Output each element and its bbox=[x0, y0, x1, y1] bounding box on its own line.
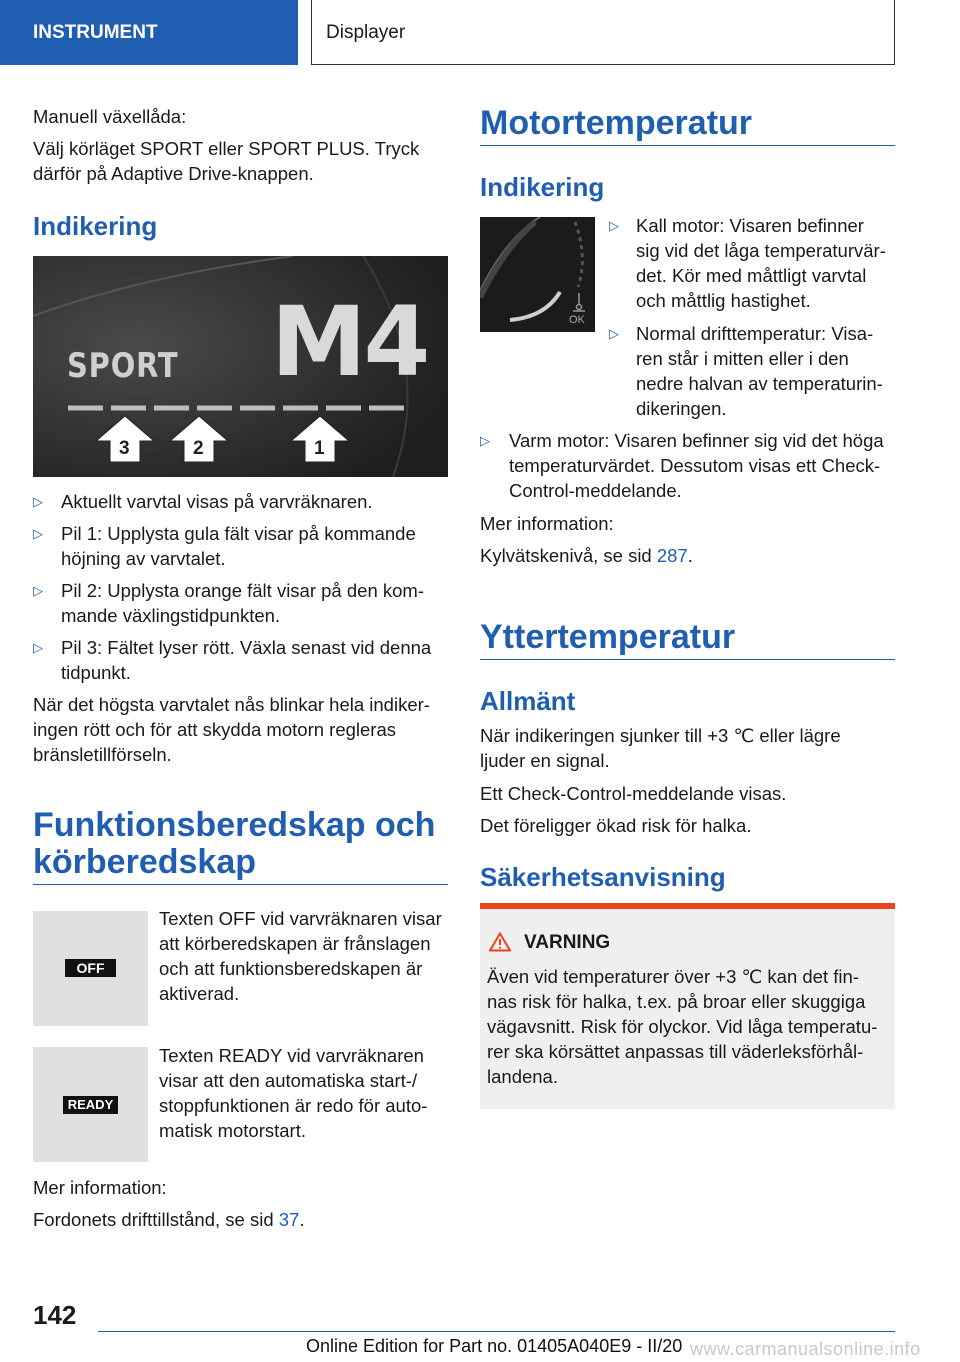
ready-line-3: stoppfunktionen är redo för auto- bbox=[159, 1095, 428, 1116]
off-indicator-image bbox=[33, 911, 148, 1026]
ready-badge: READY bbox=[63, 1096, 118, 1114]
list-item: ▷ Pil 3: Fältet lyser rött. Växla senast vid denna tidpunkt. bbox=[33, 637, 432, 683]
rev-limit-line-3: bränsletillförseln. bbox=[33, 744, 172, 765]
chapter-title: Displayer bbox=[311, 0, 895, 65]
func-heading-line-1: Funktionsberedskap och bbox=[33, 806, 436, 844]
arrow-3-label: 3 bbox=[119, 438, 130, 459]
ready-indicator-image bbox=[33, 1047, 148, 1162]
more-info-left: Mer information: bbox=[33, 1177, 167, 1198]
triangle-bullet-icon: ▷ bbox=[33, 494, 43, 509]
warning-box bbox=[480, 903, 895, 1109]
rev-limit-line-2: ingen rött och för att skydda motorn regleras bbox=[33, 719, 396, 740]
warning-line-2: nas risk för halka, t.ex. på broar eller skuggiga bbox=[487, 991, 866, 1012]
triangle-bullet-icon: ▷ bbox=[480, 433, 490, 448]
allmant-heading: Allmänt bbox=[480, 686, 576, 716]
arrow-2-label: 2 bbox=[193, 438, 204, 459]
off-line-1: Texten OFF vid varvräknaren visar bbox=[159, 908, 442, 929]
page-link-37[interactable]: 37 bbox=[278, 1209, 300, 1230]
ytter-temp-heading: Yttertemperatur bbox=[480, 618, 736, 656]
triangle-bullet-icon: ▷ bbox=[33, 640, 43, 655]
footer-rule bbox=[98, 1331, 895, 1332]
off-line-2: att körberedskapen är frånslagen bbox=[159, 933, 431, 954]
list-item: ▷ Kall motor: Visaren befinner sig vid det låga temperaturvär- det. Kör med måttligt varvtal och måttlig hastighet. bbox=[609, 215, 886, 311]
gear-label: M4 bbox=[271, 286, 428, 398]
list-item: ▷ Varm motor: Visaren befinner sig vid det höga temperaturvärdet. Dessutom visas ett Check- Control-meddelande. bbox=[480, 430, 884, 501]
watermark: www.carmanualsonline.info bbox=[690, 1339, 921, 1359]
off-line-3: och att funktionsberedskapen är bbox=[159, 958, 423, 979]
warning-line-5: landena. bbox=[487, 1066, 558, 1087]
section-tab: INSTRUMENT bbox=[0, 0, 298, 65]
triangle-bullet-icon: ▷ bbox=[33, 526, 43, 541]
ready-line-4: matisk motorstart. bbox=[159, 1120, 306, 1141]
edition-line: Online Edition for Part no. 01405A040E9 - II/20 bbox=[306, 1336, 683, 1356]
func-heading-line-2: körberedskap bbox=[33, 843, 256, 881]
indikering-heading-left: Indikering bbox=[33, 211, 158, 241]
triangle-bullet-icon: ▷ bbox=[33, 583, 43, 598]
reference-left: Fordonets drifttillstånd, se sid 37. bbox=[33, 1209, 305, 1230]
off-badge: OFF bbox=[65, 959, 116, 977]
check-control-line: Ett Check-Control-meddelande visas. bbox=[480, 783, 787, 804]
list-item: ▷ Pil 1: Upplysta gula fält visar på kommande höjning av varvtalet. bbox=[33, 523, 416, 569]
page-number: 142 bbox=[33, 1300, 77, 1330]
shift-indicator-image bbox=[33, 256, 448, 477]
more-info-right: Mer information: bbox=[480, 513, 614, 534]
heading-rule bbox=[480, 659, 895, 660]
intro-text-1: Välj körläget SPORT eller SPORT PLUS. Tryck bbox=[33, 138, 420, 159]
risk-line: Det föreligger ökad risk för halka. bbox=[480, 815, 752, 836]
warning-bar bbox=[480, 903, 895, 909]
heading-rule bbox=[480, 145, 895, 146]
rev-limit-line-1: När det högsta varvtalet nås blinkar hela indiker- bbox=[33, 694, 430, 715]
indikering-heading-right: Indikering bbox=[480, 172, 605, 202]
ready-line-2: visar att den automatiska start-/ bbox=[159, 1070, 418, 1091]
allmant-line-2: ljuder en signal. bbox=[480, 750, 610, 771]
motor-temp-heading: Motortemperatur bbox=[480, 104, 753, 142]
sport-label: SPORT bbox=[67, 346, 179, 386]
allmant-line-1: När indikeringen sjunker till +3 ℃ eller lägre bbox=[480, 725, 841, 746]
temperature-gauge-image bbox=[480, 217, 595, 332]
list-item: ▷ Pil 2: Upplysta orange fält visar på den kom- mande växlingstidpunkten. bbox=[33, 580, 424, 626]
temp-ok-label: OK bbox=[569, 314, 585, 326]
warning-line-3: vägavsnitt. Risk för olyckor. Vid låga temperatu- bbox=[487, 1016, 878, 1037]
reference-right: Kylvätskenivå, se sid 287. bbox=[480, 545, 693, 566]
warning-line-1: Även vid temperaturer över +3 ℃ kan det fin- bbox=[487, 966, 859, 987]
arrow-1-label: 1 bbox=[314, 438, 325, 459]
warning-triangle-icon bbox=[489, 932, 511, 952]
heading-rule bbox=[33, 884, 448, 885]
off-line-4: aktiverad. bbox=[159, 983, 240, 1004]
triangle-bullet-icon: ▷ bbox=[609, 218, 619, 233]
sakerhet-heading: Säkerhetsanvisning bbox=[480, 862, 726, 892]
warning-line-4: rer ska körsättet anpassas till väderleksförhål- bbox=[487, 1041, 864, 1062]
page-link-287[interactable]: 287 bbox=[656, 545, 688, 566]
list-item: ▷ Normal drifttemperatur: Visa- ren står i mitten eller i den nedre halvan av temperaturin- dikeringen. bbox=[609, 323, 883, 419]
intro-label: Manuell växellåda: bbox=[33, 106, 187, 127]
intro-text-2: därför på Adaptive Drive-knappen. bbox=[33, 163, 314, 184]
ready-line-1: Texten READY vid varvräknaren bbox=[159, 1045, 424, 1066]
warning-title: VARNING bbox=[524, 932, 611, 953]
triangle-bullet-icon: ▷ bbox=[609, 326, 619, 341]
